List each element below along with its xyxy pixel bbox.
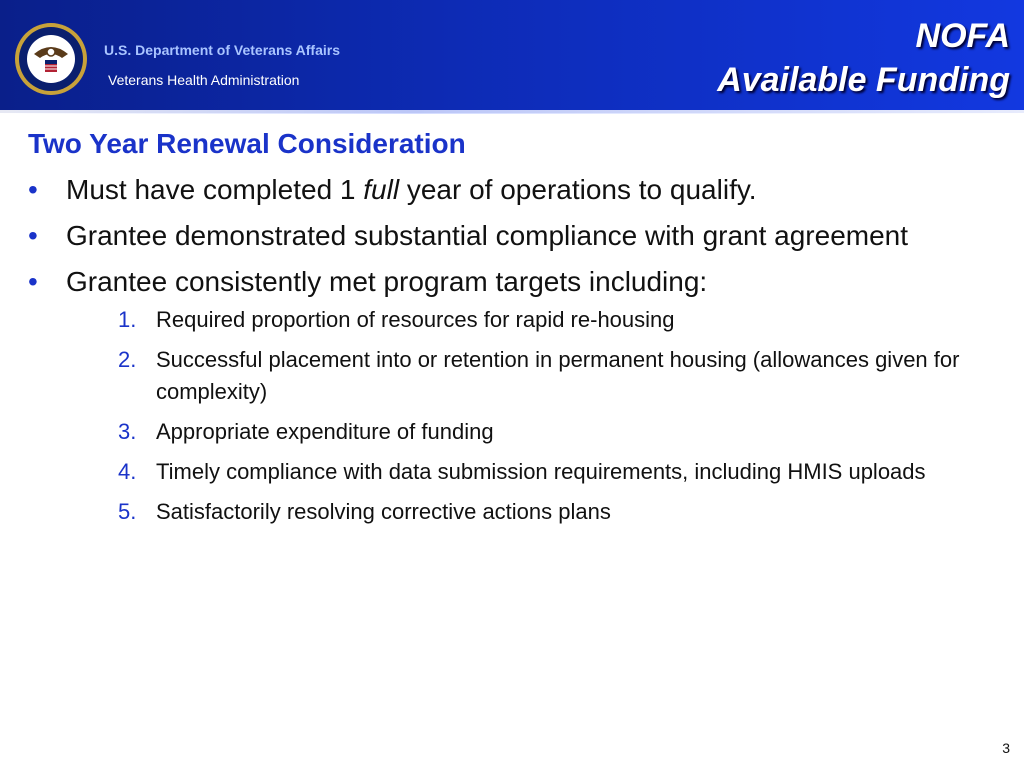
item-number: 3. xyxy=(118,419,137,444)
bullet-marker: • xyxy=(28,174,38,205)
numbered-item xyxy=(118,456,988,488)
bullet-text-post: year of operations to qualify. xyxy=(399,174,757,205)
numbered-item xyxy=(118,304,988,336)
bullet-text: Grantee consistently met program targets including: xyxy=(66,266,708,297)
item-text: Appropriate expenditure of funding xyxy=(156,419,494,444)
item-number: 2. xyxy=(118,347,137,372)
page-number: 3 xyxy=(1002,740,1010,756)
bullet-text-emphasis: full xyxy=(363,174,400,205)
section-heading: Two Year Renewal Consideration xyxy=(28,128,466,159)
bullet-item xyxy=(28,218,988,254)
item-number: 4. xyxy=(118,459,137,484)
header-banner xyxy=(0,0,1024,113)
item-text: Satisfactorily resolving corrective actions plans xyxy=(156,499,611,524)
numbered-item xyxy=(118,496,988,528)
bullet-marker: • xyxy=(28,266,38,297)
numbered-item xyxy=(118,416,988,448)
bullet-item xyxy=(28,264,988,528)
banner-divider xyxy=(0,110,1024,114)
slide-content xyxy=(28,128,988,538)
bullet-text: Grantee demonstrated substantial compliance with grant agreement xyxy=(66,220,909,251)
bullet-text-pre: Must have completed 1 xyxy=(66,174,364,205)
agency-name: U.S. Department of Veterans Affairs xyxy=(104,42,340,58)
item-text: Successful placement into or retention in permanent housing (allowances given for complexity) xyxy=(156,347,960,404)
bullet-item xyxy=(28,172,988,208)
va-seal-icon xyxy=(14,22,88,96)
slide-title-line2: Available Funding xyxy=(717,61,1010,99)
item-text: Required proportion of resources for rapid re-housing xyxy=(156,307,675,332)
numbered-item xyxy=(118,344,988,408)
bullet-list xyxy=(28,172,988,528)
numbered-list xyxy=(118,304,988,528)
slide-title-line1: NOFA xyxy=(915,17,1010,55)
bullet-marker: • xyxy=(28,220,38,251)
administration-name: Veterans Health Administration xyxy=(108,72,300,88)
item-text: Timely compliance with data submission requirements, including HMIS uploads xyxy=(156,459,926,484)
item-number: 5. xyxy=(118,499,137,524)
item-number: 1. xyxy=(118,307,137,332)
slide-title xyxy=(717,14,1010,102)
